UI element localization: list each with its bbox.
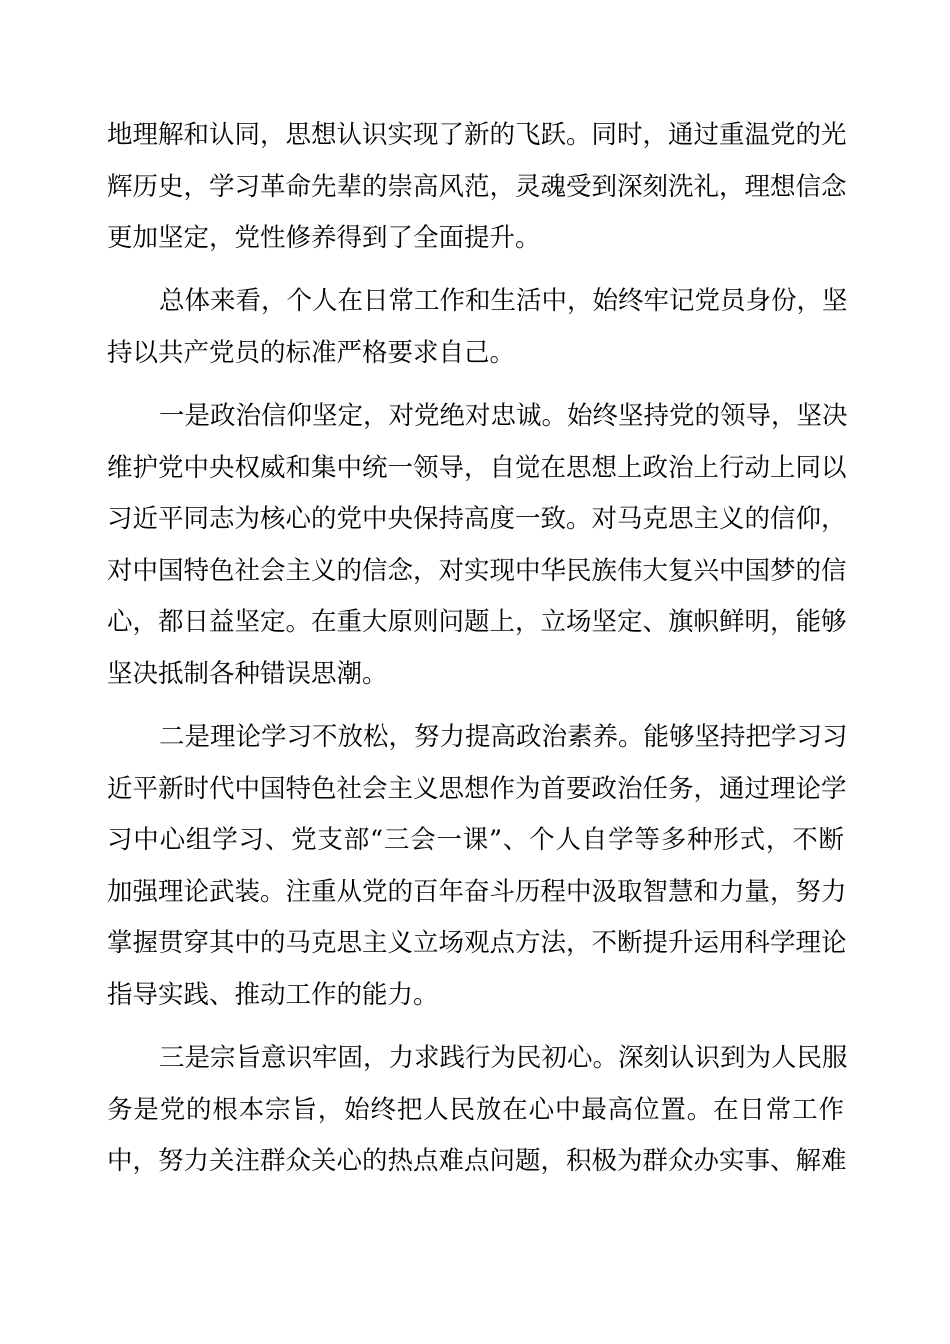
paragraph <box>107 1033 848 1188</box>
text-line: 近平新时代中国特色社会主义思想作为首要政治任务，通过理论学 <box>107 773 847 804</box>
text-line: 地理解和认同，思想认识实现了新的飞跃。同时，通过重温党的光 <box>107 120 847 150</box>
paragraph <box>107 391 848 701</box>
text-line: 掌握贯穿其中的马克思主义立场观点方法，不断提升运用科学理论 <box>107 928 847 959</box>
text-line: 习中心组学习、党支部“三会一课”、个人自学等多种形式，不断 <box>107 825 844 856</box>
text-line: 习近平同志为核心的党中央保持高度一致。对马克思主义的信仰， <box>107 504 847 535</box>
text-line: 二是理论学习不放松，努力提高政治素养。能够坚持把学习习 <box>159 722 848 753</box>
text-line: 一是政治信仰坚定，对党绝对忠诚。始终坚持党的领导，坚决 <box>159 400 848 431</box>
text-line: 持以共产党员的标准严格要求自己。 <box>107 337 516 368</box>
text-line: 维护党中央权威和集中统一领导，自觉在思想上政治上行动上同以 <box>107 452 847 483</box>
text-line: 对中国特色社会主义的信念，对实现中华民族伟大复兴中国梦的信 <box>107 555 847 586</box>
text-line: 总体来看，个人在日常工作和生活中，始终牢记党员身份，坚 <box>159 286 848 317</box>
paragraph <box>107 110 847 265</box>
text-line: 加强理论武装。注重从党的百年奋斗历程中汲取智慧和力量，努力 <box>107 876 847 907</box>
text-line: 更加坚定，党性修养得到了全面提升。 <box>107 223 541 254</box>
document-body <box>107 110 848 1199</box>
text-line: 坚决抵制各种错误思潮。 <box>107 658 388 689</box>
paragraph <box>107 276 848 379</box>
text-line: 中，努力关注群众关心的热点难点问题，积极为群众办实事、解难 <box>107 1146 847 1177</box>
text-line: 三是宗旨意识牢固，力求践行为民初心。深刻认识到为人民服 <box>159 1043 848 1074</box>
text-line: 心，都日益坚定。在重大原则问题上，立场坚定、旗帜鲜明，能够 <box>107 607 847 638</box>
text-line: 务是党的根本宗旨，始终把人民放在心中最高位置。在日常工作 <box>107 1094 844 1125</box>
text-line: 辉历史，学习革命先辈的崇高风范，灵魂受到深刻洗礼，理想信念 <box>107 171 847 202</box>
paragraph <box>107 712 848 1022</box>
text-line: 指导实践、推动工作的能力。 <box>107 980 439 1010</box>
